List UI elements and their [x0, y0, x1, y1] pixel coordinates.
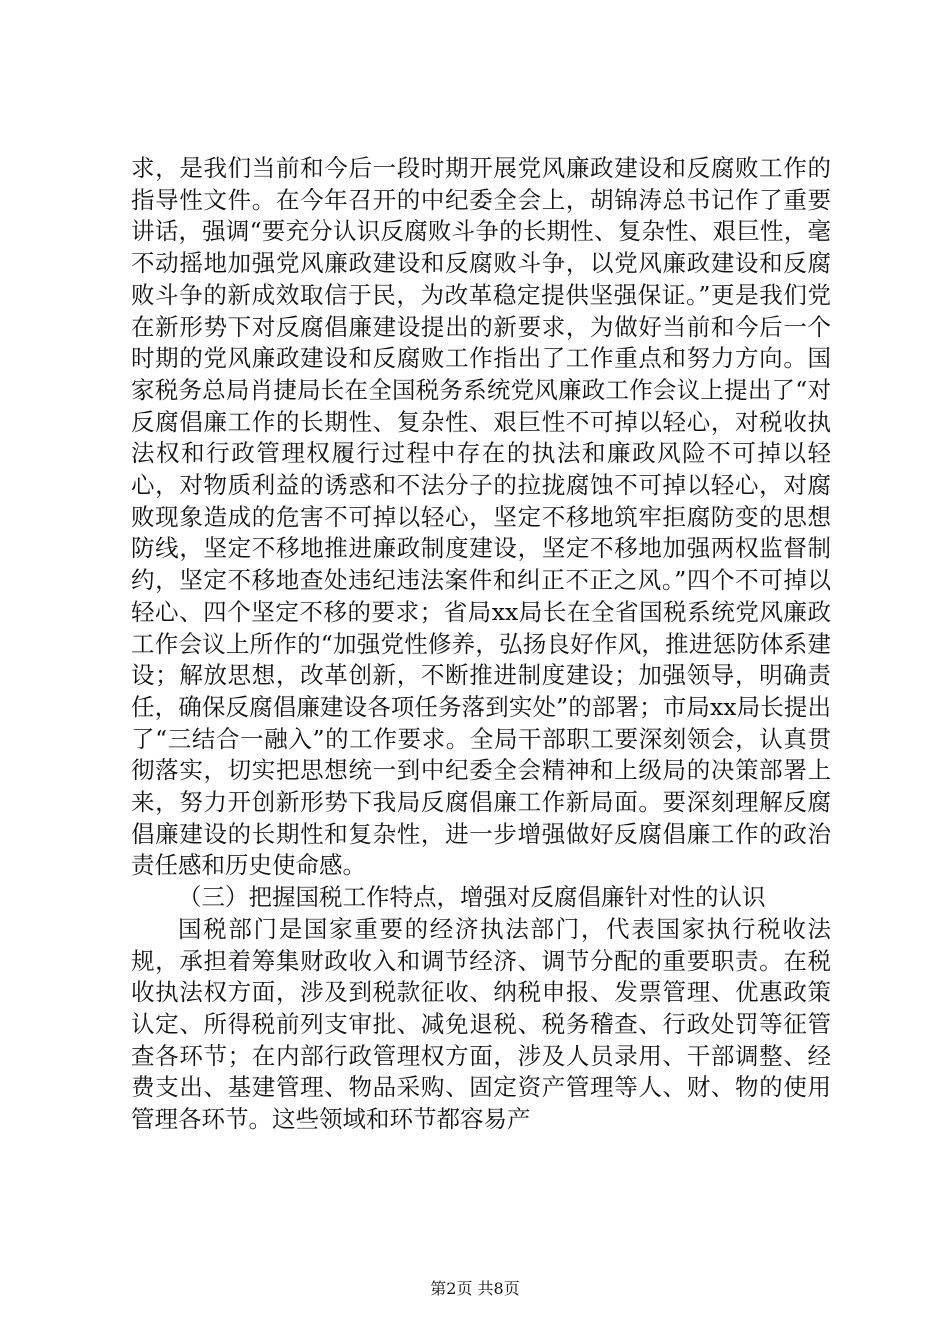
paragraph-tax-department: 国税部门是国家重要的经济执法部门，代表国家执行税收法规，承担着筹集财政收入和调节经济、调节分配的重要职责。在税收执法权方面，涉及到税款征收、纳税申报、发票管理、优惠政策认定、所得税前列支审批、减免退税、税务稽查、行政处罚等征管查各环节；在内部行政管理权方面，涉及人员录用、干部调整、经费支出、基建管理、物品采购、固定资产管理等人、财、物的使用管理各环节。这些领域和环节都容易产: [131, 914, 831, 1134]
document-body: [131, 153, 831, 1136]
page-footer: [0, 1279, 950, 1299]
section-heading-3: （三）把握国税工作特点，增强对反腐倡廉针对性的认识: [178, 883, 766, 912]
paragraph-continued: 求，是我们当前和今后一段时期开展党风廉政建设和反腐败工作的指导性文件。在今年召开的中纪委全会上，胡锦涛总书记作了重要讲话，强调“要充分认识反腐败斗争的长期性、复杂性、艰巨性，毫不动摇地加强党风廉政建设和反腐败斗争，以党风廉政建设和反腐败斗争的新成效取信于民，为改革稳定提供坚强保证。”更是我们党在新形势下对反腐倡廉建设提出的新要求，为做好当前和今后一个时期的党风廉政建设和反腐败工作指出了工作重点和努力方向。国家税务总局肖捷局长在全国税务系统党风廉政工作会议上提出了“对反腐倡廉工作的长期性、复杂性、艰巨性不可掉以轻心，对税收执法权和行政管理权履行过程中存在的执法和廉政风险不可掉以轻心，对物质利益的诱惑和不法分子的拉拢腐蚀不可掉以轻心，对腐败现象造成的危害不可掉以轻心，坚定不移地筑牢拒腐防变的思想防线，坚定不移地推进廉政制度建设，坚定不移地加强两权监督制约，坚定不移地查处违纪违法案件和纠正不正之风。”四个不可掉以轻心、四个坚定不移的要求；省局xx局长在全省国税系统党风廉政工作会议上所作的“加强党性修养，弘扬良好作风，推进惩防体系建设；解放思想，改革创新，不断推进制度建设；加强领导，明确责任，确保反腐倡廉建设各项任务落到实处”的部署；市局xx局长提出了“三结合一融入”的工作要求。全局干部职工要深刻领会，认真贯彻落实，切实把思想统一到中纪委全会精神和上级局的决策部署上来，努力开创新形势下我局反腐倡廉工作新局面。要深刻理解反腐倡廉建设的长期性和复杂性，进一步增强做好反腐倡廉工作的政治责任感和历史使命感。: [131, 154, 831, 880]
page-number-label: 第2页 共8页: [430, 1279, 520, 1298]
